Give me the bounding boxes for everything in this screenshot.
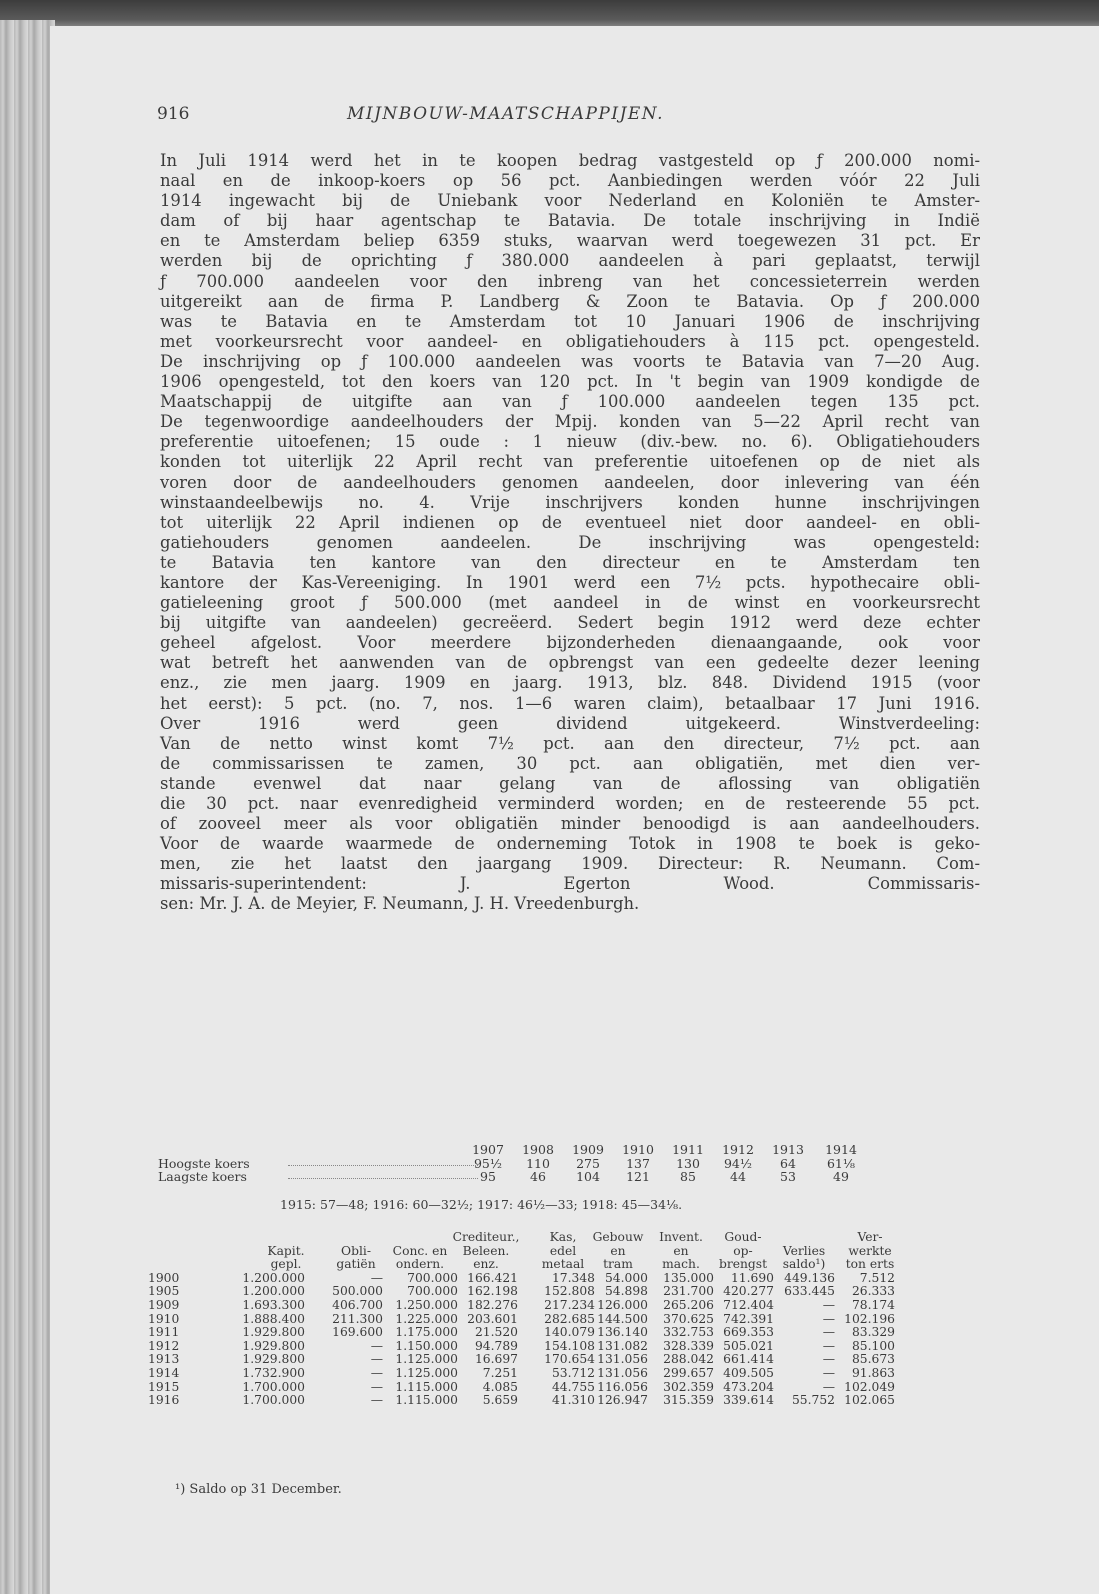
price-table xyxy=(158,1143,978,1184)
table-cell: — xyxy=(822,1338,835,1353)
text-line: stande evenwel dat naar gelang van de aflossing van obligatiën xyxy=(160,773,980,793)
column-header: Crediteur., xyxy=(452,1230,520,1244)
year-header-cell: 1914 xyxy=(825,1142,857,1157)
table-cell: 131.056 xyxy=(597,1365,648,1380)
table-cell: 16.697 xyxy=(474,1352,518,1367)
scan-top-edge xyxy=(0,0,1099,28)
table-cell: 1.125.000 xyxy=(395,1352,458,1367)
table-cell: 332.753 xyxy=(663,1325,714,1340)
price-cell: 104 xyxy=(576,1169,600,1184)
table-row xyxy=(148,1270,988,1286)
price-cell: 121 xyxy=(626,1169,650,1184)
text-line: De tegenwoordige aandeelhouders der Mpij. konden van 5—22 April recht van xyxy=(160,412,980,432)
table-row xyxy=(148,1284,988,1299)
year-header-cell: 1908 xyxy=(522,1142,554,1157)
table-cell: 700.000 xyxy=(407,1284,458,1299)
text-line: Van de netto winst komt 7½ pct. aan den directeur, 7½ pct. aan xyxy=(160,733,980,753)
table-cell: 21.520 xyxy=(474,1325,518,1340)
leader-dots xyxy=(288,1178,478,1179)
row-year: 1914 xyxy=(148,1365,180,1380)
text-line: De inschrijving op ƒ 100.000 aandeelen was voorts te Batavia van 7—20 Aug. xyxy=(160,351,980,371)
table-cell: 1.150.000 xyxy=(395,1338,458,1353)
table-cell: 169.600 xyxy=(332,1325,383,1340)
table-cell: — xyxy=(822,1352,835,1367)
page-number: 916 xyxy=(157,104,190,124)
table-cell: 1.693.300 xyxy=(242,1297,305,1312)
table-cell: — xyxy=(370,1338,383,1353)
column-header: gepl. xyxy=(270,1257,302,1272)
table-header-row xyxy=(158,1258,988,1272)
table-cell: 83.329 xyxy=(851,1325,895,1340)
table-cell: 102.196 xyxy=(844,1311,895,1326)
table-cell: 17.348 xyxy=(551,1270,595,1285)
table-cell: 54.898 xyxy=(604,1284,648,1299)
table-cell: 1.929.800 xyxy=(242,1338,305,1353)
text-line: enz., zie men jaarg. 1909 en jaarg. 1913, blz. 848. Dividend 1915 (voor xyxy=(160,673,980,693)
table-cell: 406.700 xyxy=(332,1297,383,1312)
text-line: de commissarissen te zamen, 30 pct. aan obligatiën, met dien ver- xyxy=(160,753,980,773)
table-cell: 1.115.000 xyxy=(395,1379,458,1394)
table-cell: 136.140 xyxy=(597,1325,648,1340)
column-header: Ver- xyxy=(857,1230,883,1244)
table-cell: 182.276 xyxy=(467,1297,518,1312)
column-header: Invent. xyxy=(659,1230,703,1244)
text-line: 1914 ingewacht bij de Uniebank voor Nederland en Koloniën te Amster- xyxy=(160,191,980,211)
price-year-header xyxy=(158,1143,978,1157)
table-cell: 11.690 xyxy=(730,1270,774,1285)
table-row xyxy=(148,1352,988,1367)
column-header: ondern. xyxy=(395,1257,445,1272)
text-line: naal en de inkoop-koers op 56 pct. Aanbiedingen werden vóór 22 Juli xyxy=(160,171,980,191)
text-line: tot uiterlijk 22 April indienen op de eventueel niet door aandeel- en obli- xyxy=(160,512,980,532)
text-line: en te Amsterdam beliep 6359 stuks, waarvan werd toegewezen 31 pct. Er xyxy=(160,231,980,251)
table-cell: 1.732.900 xyxy=(242,1365,305,1380)
price-cell: 94½ xyxy=(723,1155,753,1171)
book-spine-edge xyxy=(0,20,55,1594)
table-cell: — xyxy=(370,1393,383,1408)
table-cell: 152.808 xyxy=(544,1284,595,1299)
table-cell: — xyxy=(822,1297,835,1312)
column-header: Beleen. xyxy=(462,1243,510,1258)
table-cell: 166.421 xyxy=(467,1270,518,1285)
row-year: 1913 xyxy=(148,1352,180,1367)
table-cell: 265.206 xyxy=(663,1297,714,1312)
price-cell: 64 xyxy=(780,1155,796,1171)
price-row-label: Hoogste koers xyxy=(158,1155,250,1171)
table-cell: 131.082 xyxy=(597,1338,648,1353)
column-header: Goud- xyxy=(724,1230,762,1244)
table-row xyxy=(148,1338,988,1354)
row-year: 1905 xyxy=(148,1284,180,1299)
table-cell: 370.625 xyxy=(663,1311,714,1326)
row-year: 1916 xyxy=(148,1393,180,1408)
price-cell: 46 xyxy=(530,1169,546,1184)
table-cell: 500.000 xyxy=(332,1284,383,1299)
table-cell: 85.673 xyxy=(851,1352,895,1367)
table-cell: 78.174 xyxy=(851,1297,895,1312)
body-paragraph xyxy=(160,151,980,915)
footnote: ¹) Saldo op 31 December. xyxy=(175,1482,342,1497)
table-cell: 1.125.000 xyxy=(395,1365,458,1380)
year-header-cell: 1913 xyxy=(772,1142,804,1157)
table-cell: 1.200.000 xyxy=(242,1270,305,1285)
table-cell: 449.136 xyxy=(784,1270,835,1285)
table-cell: — xyxy=(370,1352,383,1367)
table-cell: 299.657 xyxy=(663,1365,714,1380)
table-cell: 315.359 xyxy=(663,1393,714,1408)
table-cell: 1.175.000 xyxy=(395,1325,458,1340)
table-cell: — xyxy=(370,1365,383,1380)
table-cell: 55.752 xyxy=(791,1393,835,1408)
table-header-row xyxy=(158,1245,988,1259)
table-cell: 1.115.000 xyxy=(395,1393,458,1408)
running-title: MIJNBOUW-MAATSCHAPPIJEN. xyxy=(347,104,664,124)
price-cell: 61⅛ xyxy=(826,1155,856,1171)
table-cell: 505.021 xyxy=(723,1338,774,1353)
text-line: Maatschappij de uitgifte aan van ƒ 100.000 aandeelen tegen 135 pct. xyxy=(160,392,980,412)
financial-table xyxy=(148,1230,988,1408)
year-header-cell: 1911 xyxy=(672,1142,704,1157)
table-cell: 26.333 xyxy=(851,1284,895,1299)
column-header: enz. xyxy=(473,1257,499,1272)
leader-dots xyxy=(288,1165,478,1166)
column-header: en xyxy=(610,1243,626,1258)
table-cell: — xyxy=(370,1379,383,1394)
year-header-cell: 1910 xyxy=(622,1142,654,1157)
year-header-cell: 1909 xyxy=(572,1142,604,1157)
table-cell: 7.512 xyxy=(859,1270,895,1285)
table-cell: 41.310 xyxy=(551,1393,595,1408)
table-cell: 700.000 xyxy=(407,1270,458,1285)
text-line: ƒ 700.000 aandeelen voor den inbreng van het concessieterrein werden xyxy=(160,271,980,291)
table-cell: 288.042 xyxy=(663,1352,714,1367)
text-line: te Batavia ten kantore van den directeur en te Amsterdam ten xyxy=(160,552,980,572)
table-cell: 1.888.400 xyxy=(242,1311,305,1326)
table-cell: — xyxy=(822,1365,835,1380)
table-cell: 409.505 xyxy=(723,1365,774,1380)
text-line: In Juli 1914 werd het in te koopen bedrag vastgesteld op ƒ 200.000 nomi- xyxy=(160,151,980,170)
column-header: metaal xyxy=(541,1257,585,1272)
table-cell: 85.100 xyxy=(851,1338,895,1353)
text-line: het eerst): 5 pct. (no. 7, nos. 1—6 waren claim), betaalbaar 17 Juni 1916. xyxy=(160,693,980,713)
text-line: voren door de aandeelhouders genomen aandeelen, door inlevering van één xyxy=(160,472,980,492)
table-cell: 217.234 xyxy=(544,1297,595,1312)
text-line: geheel afgelost. Voor meerdere bijzonderheden dienaangaande, ook voor xyxy=(160,633,980,653)
price-cell: 137 xyxy=(626,1155,650,1171)
text-line: met voorkeursrecht voor aandeel- en obligatiehouders à 115 pct. opengesteld. xyxy=(160,331,980,351)
row-year: 1910 xyxy=(148,1311,180,1326)
table-cell: 1.250.000 xyxy=(395,1297,458,1312)
text-line: of zooveel meer als voor obligatiën minder benoodigd is aan aandeelhouders. xyxy=(160,814,980,834)
row-year: 1912 xyxy=(148,1338,180,1353)
table-cell: — xyxy=(822,1325,835,1340)
text-line: men, zie het laatst den jaargang 1909. Directeur: R. Neumann. Com- xyxy=(160,854,980,874)
table-cell: 282.685 xyxy=(544,1311,595,1326)
table-cell: — xyxy=(822,1379,835,1394)
text-line: wat betreft het aanwenden van de opbrengst van een gedeelte dezer leening xyxy=(160,653,980,673)
table-cell: 203.601 xyxy=(467,1311,518,1326)
price-cell: 53 xyxy=(780,1169,796,1184)
table-cell: 53.712 xyxy=(551,1365,595,1380)
price-cell: 49 xyxy=(833,1169,849,1184)
text-line: die 30 pct. naar evenredigheid verminderd worden; en de resteerende 55 pct. xyxy=(160,794,980,813)
table-cell: 91.863 xyxy=(851,1365,895,1380)
table-cell: 116.056 xyxy=(597,1379,648,1394)
table-cell: 712.404 xyxy=(723,1297,774,1312)
column-header: Gebouw xyxy=(592,1230,644,1244)
column-header: Obli- xyxy=(341,1243,371,1258)
table-cell: 7.251 xyxy=(482,1365,518,1380)
table-cell: 669.353 xyxy=(723,1325,774,1340)
row-year: 1911 xyxy=(148,1325,180,1340)
column-header: op- xyxy=(733,1243,753,1258)
table-cell: 1.700.000 xyxy=(242,1379,305,1394)
price-cell: 95 xyxy=(480,1169,496,1184)
table-cell: 126.000 xyxy=(597,1297,648,1312)
table-cell: 633.445 xyxy=(784,1284,835,1299)
text-line: missaris-superintendent: J. Egerton Wood. Commissaris- xyxy=(160,874,980,894)
text-line: kantore der Kas-Vereeniging. In 1901 werd een 7½ pcts. hypothecaire obli- xyxy=(160,572,980,592)
price-cell: 44 xyxy=(730,1169,746,1184)
text-line: werden bij de oprichting ƒ 380.000 aandeelen à pari geplaatst, terwijl xyxy=(160,251,980,271)
year-header-cell: 1907 xyxy=(472,1142,504,1157)
row-year: 1915 xyxy=(148,1379,180,1394)
table-cell: 162.198 xyxy=(467,1284,518,1299)
column-header: tram xyxy=(603,1257,633,1272)
column-header: Verlies xyxy=(782,1243,826,1258)
column-header: gatiën xyxy=(336,1257,376,1272)
text-line: Over 1916 werd geen dividend uitgekeerd. Winstverdeeling: xyxy=(160,713,980,733)
text-line: gatieleening groot ƒ 500.000 (met aandeel in de winst en voorkeursrecht xyxy=(160,593,980,613)
table-cell: 44.755 xyxy=(551,1379,595,1394)
price-cell: 85 xyxy=(680,1169,696,1184)
column-header: werkte xyxy=(848,1243,892,1258)
table-cell: 420.277 xyxy=(723,1284,774,1299)
column-header: en xyxy=(673,1243,689,1258)
price-note: 1915: 57—48; 1916: 60—32½; 1917: 46½—33; 1918: 45—34⅛. xyxy=(280,1197,683,1212)
price-row xyxy=(158,1170,978,1184)
text-line: 1906 opengesteld, tot den koers van 120 pct. In 't begin van 1909 kondigde de xyxy=(160,372,980,392)
table-row xyxy=(148,1325,988,1340)
table-cell: 131.056 xyxy=(597,1352,648,1367)
text-line: gatiehouders genomen aandeelen. De inschrijving was opengesteld: xyxy=(160,532,980,552)
table-cell: 231.700 xyxy=(663,1284,714,1299)
text-line: uitgereikt aan de firma P. Landberg & Zoon te Batavia. Op ƒ 200.000 xyxy=(160,291,980,311)
text-line: was te Batavia en te Amsterdam tot 10 Januari 1906 de inschrijving xyxy=(160,311,980,331)
text-line: winstaandeelbewijs no. 4. Vrije inschrijvers konden hunne inschrijvingen xyxy=(160,492,980,512)
text-line: sen: Mr. J. A. de Meyier, F. Neumann, J. H. Vreedenburgh. xyxy=(160,894,640,914)
year-header-cell: 1912 xyxy=(722,1142,754,1157)
column-header: Kapit. xyxy=(267,1243,305,1258)
table-cell: 661.414 xyxy=(723,1352,774,1367)
table-cell: 1.929.800 xyxy=(242,1352,305,1367)
table-cell: 4.085 xyxy=(482,1379,518,1394)
table-cell: 211.300 xyxy=(332,1311,383,1326)
table-cell: 1.929.800 xyxy=(242,1325,305,1340)
column-header: Conc. en xyxy=(392,1243,448,1258)
table-cell: 102.065 xyxy=(844,1393,895,1408)
table-cell: 302.359 xyxy=(663,1379,714,1394)
table-header-row xyxy=(158,1231,988,1245)
table-row xyxy=(148,1365,988,1381)
table-row xyxy=(148,1379,988,1395)
table-cell: 102.049 xyxy=(844,1379,895,1394)
price-cell: 95½ xyxy=(473,1155,503,1171)
column-header: mach. xyxy=(662,1257,700,1272)
table-cell: 1.200.000 xyxy=(242,1284,305,1299)
column-header: ton erts xyxy=(845,1257,895,1272)
price-row xyxy=(158,1157,978,1171)
price-cell: 275 xyxy=(576,1155,600,1171)
table-row xyxy=(148,1297,988,1313)
table-cell: 94.789 xyxy=(474,1338,518,1353)
column-header: brengst xyxy=(718,1257,768,1272)
table-cell: 339.614 xyxy=(723,1393,774,1408)
table-cell: 5.659 xyxy=(482,1393,518,1408)
table-cell: 126.947 xyxy=(597,1393,648,1408)
price-cell: 110 xyxy=(526,1155,550,1171)
table-cell: 135.000 xyxy=(663,1270,714,1285)
column-header: edel xyxy=(549,1243,577,1258)
table-cell: 742.391 xyxy=(723,1311,774,1326)
table-row xyxy=(148,1311,988,1327)
page-header xyxy=(157,104,957,128)
table-cell: 140.079 xyxy=(544,1325,595,1340)
table-cell: 1.225.000 xyxy=(395,1311,458,1326)
table-cell: 154.108 xyxy=(544,1338,595,1353)
table-cell: 1.700.000 xyxy=(242,1393,305,1408)
row-year: 1900 xyxy=(148,1270,180,1285)
table-cell: — xyxy=(370,1270,383,1285)
table-cell: 144.500 xyxy=(597,1311,648,1326)
column-header: saldo¹) xyxy=(782,1257,826,1272)
text-line: dam of bij haar agentschap te Batavia. De totale inschrijving in Indië xyxy=(160,211,980,231)
table-cell: — xyxy=(822,1311,835,1326)
text-line: Voor de waarde waarmede de onderneming Totok in 1908 te boek is geko- xyxy=(160,834,980,854)
text-line: konden tot uiterlijk 22 April recht van preferentie uitoefenen op de niet als xyxy=(160,452,980,472)
table-cell: 473.204 xyxy=(723,1379,774,1394)
text-line: bij uitgifte van aandeelen) gecreëerd. Sedert begin 1912 werd deze echter xyxy=(160,613,980,633)
row-year: 1909 xyxy=(148,1297,180,1312)
price-row-label: Laagste koers xyxy=(158,1169,247,1184)
table-cell: 54.000 xyxy=(604,1270,648,1285)
table-cell: 328.339 xyxy=(663,1338,714,1353)
price-cell: 130 xyxy=(676,1155,700,1171)
table-cell: 170.654 xyxy=(544,1352,595,1367)
text-line: preferentie uitoefenen; 15 oude : 1 nieuw (div.-bew. no. 6). Obligatiehouders xyxy=(160,432,980,452)
column-header: Kas, xyxy=(549,1230,577,1244)
table-row xyxy=(148,1393,988,1408)
